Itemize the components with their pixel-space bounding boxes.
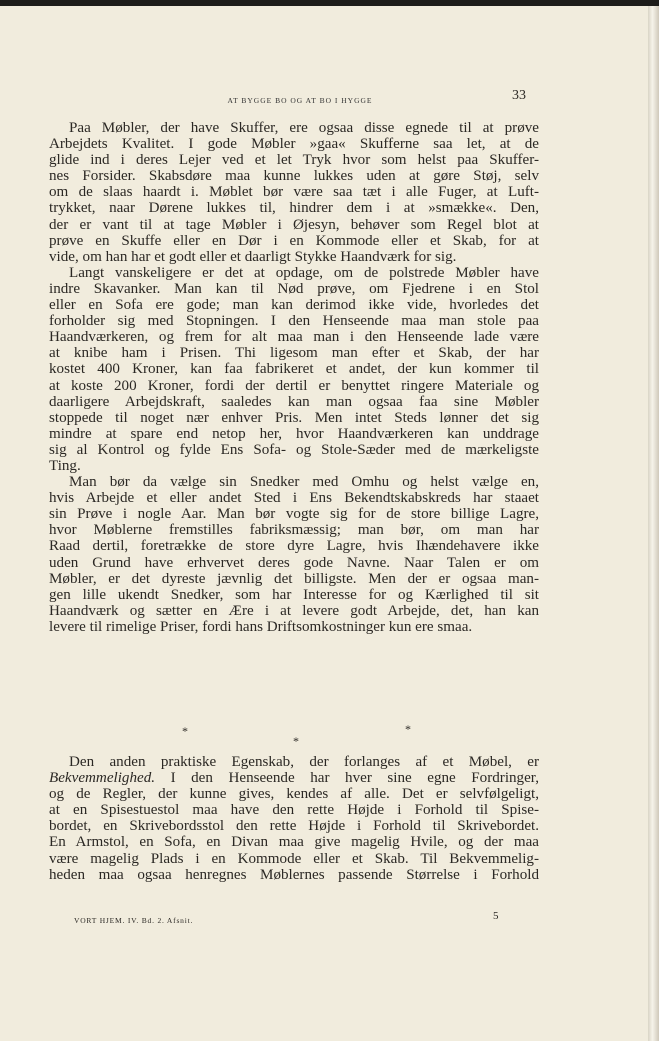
asterisk: * — [405, 722, 411, 736]
line-text: En Armstol, en Sofa, en Divan maa give magelig Hvile, og der maa — [49, 834, 539, 851]
text-line: hvis Arbejde et eller andet Sted i Ens Bekendtskabskreds har staaet — [49, 490, 539, 507]
text-line — [49, 851, 539, 867]
text-line: Arbejdets Kvalitet. I gode Møbler »gaa« Skufferne saa let, at de — [49, 136, 539, 153]
text-line: indre Skavanker. Man kan til Nød prøve, om Fjedrene i en Stol — [49, 280, 539, 297]
line-text: være magelig Plads i en Kommode eller et Skab. Til Bekvemmelig- — [49, 850, 539, 867]
text-line: Langt vanskeligere er det at opdage, om de polstrede Møbler have — [69, 264, 539, 281]
line-text: bordet, en Skrivebordsstol den rette Højde i Forhold til Skrivebordet. — [49, 818, 539, 835]
text-line — [49, 834, 539, 850]
emphasized-term: Bekvemmelighed. — [49, 770, 156, 787]
text-line: Paa Møbler, der have Skuffer, ere ogsaa disse egnede til at prøve — [69, 120, 539, 136]
text-line: Ting. — [49, 457, 81, 474]
text-line — [49, 802, 539, 818]
text-line: hvor Møblerne fremstilles fabriksmæssig; man bør, om man har — [49, 522, 539, 539]
text-line: gen lille ukendt Snedker, som har Interesse for og Kærlighed til sit — [49, 586, 539, 603]
text-line: vide, om han har et godt eller et daarligt Stykke Haandværk for sig. — [49, 248, 457, 265]
line-text: heden maa ogsaa henregnes Møblernes passende Størrelse i Forhold — [49, 866, 539, 883]
text-line: sig al Kontrol og fylde Ens Sofa- og Stole-Sæder med de mærkeligste — [49, 441, 539, 458]
text-line: at knibe ham i Prisen. Thi ligesom man efter et Skab, der har — [49, 345, 539, 362]
line-text: og de Regler, der kunne gives, kendes af alle. Det er selvfølgeligt, — [49, 786, 539, 803]
text-line: mindre at spare end netop her, hvor Haandværkeren kan unddrage — [49, 425, 539, 442]
text-line — [49, 786, 539, 802]
text-line — [49, 867, 539, 883]
book-page — [0, 6, 648, 1041]
text-line: om de slaas haardt i. Møblet bør være saa tæt i alle Fuger, at Luft- — [49, 184, 539, 201]
text-line: uden Grund have erhvervet deres gode Navne. Naar Talen er om — [49, 554, 539, 571]
text-line: stoppede til noget nær enhver Pris. Men intet Steds lønner det sig — [49, 409, 539, 426]
text-line: Man bør da vælge sin Snedker med Omhu og helst vælge en, — [69, 474, 539, 491]
text-line: forholder sig med Stopningen. I den Henseende maa man stole paa — [49, 313, 539, 330]
section-break-asterism — [0, 722, 648, 752]
text-line — [49, 770, 539, 786]
text-line: nes Forsider. Skabsdøre maa kunne lukkes uden at gøre Støj, selv — [49, 168, 539, 185]
asterisk: * — [182, 724, 188, 738]
body-text-block-1 — [49, 120, 539, 635]
text-line: Haandværkeren, og frem for alt maa man i den Henseende lade være — [49, 329, 539, 346]
page-gutter — [648, 6, 659, 1041]
text-line: eller en Sofa ere gode; man kan derimod ikke vide, hvorledes det — [49, 297, 539, 314]
text-line: kostet 400 Kroner, kan faa fabrikeret et andet, der kun kommer til — [49, 361, 539, 378]
printer-signature: VORT HJEM. IV. Bd. 2. Afsnit. — [74, 916, 194, 925]
text-line: prøve en Skuffe eller en Dør i en Kommode eller et Skab, for at — [49, 232, 539, 249]
text-line: daarligere Arbejdskraft, saaledes kan man ogsaa faa sine Møbler — [49, 393, 539, 410]
text-line: glide ind i deres Lejer ved et let Tryk hvor som helst paa Skuffer- — [49, 152, 539, 169]
text-line: Raad dertil, foretrække de store dyre Lagre, hvis Ihændehavere ikke — [49, 538, 539, 555]
line-text: Den anden praktiske Egenskab, der forlanges af et Møbel, er — [69, 754, 539, 770]
text-line: sin Prøve i nogle Aar. Man bør vogte sig for de store billige Lagre, — [49, 506, 539, 523]
text-line: Haandværk og sætter en Ære i at levere godt Arbejde, det, han kan — [49, 602, 539, 619]
text-line — [49, 754, 539, 770]
text-line: levere til rimelige Priser, fordi hans Driftsomkostninger kun ere smaa. — [49, 618, 473, 635]
line-text: at en Spisestuestol maa have den rette Højde i Forhold til Spise- — [49, 802, 539, 819]
text-line: trykket, naar Dørene lukkes til, hindrer dem i at »smække«. Den, — [49, 200, 539, 217]
text-line: der er vant til at tage Møbler i Øjesyn, behøver som Regel blot at — [49, 216, 539, 233]
text-line — [49, 818, 539, 834]
signature-mark: 5 — [493, 910, 499, 922]
line-text: I den Henseende har hver sine egne Fordringer, — [155, 770, 539, 787]
page-number: 33 — [512, 88, 526, 103]
text-line: at koste 200 Kroner, fordi der dertil er benyttet ringere Materiale og — [49, 377, 539, 394]
body-text-block-2 — [49, 754, 539, 883]
text-line: Møbler, er det dyreste jævnlig det billigste. Men der er ogsaa man- — [49, 570, 539, 587]
asterisk: * — [293, 734, 299, 748]
running-head: AT BYGGE BO OG AT BO I HYGGE — [227, 96, 373, 105]
